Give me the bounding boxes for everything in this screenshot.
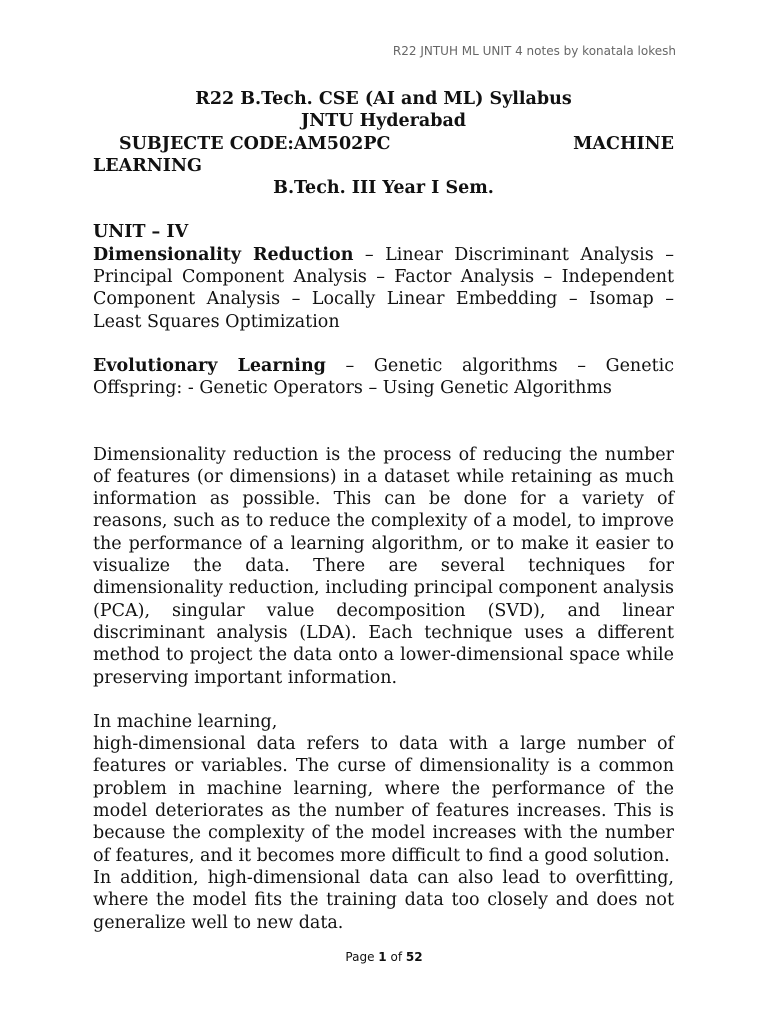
running-header: R22 JNTUH ML UNIT 4 notes by konatala lokesh	[392, 44, 676, 58]
topic-title-dimensionality: Dimensionality Reduction	[93, 244, 354, 265]
topic-text-evolutionary: – Genetic algorithms – Genetic Offspring: - Genetic Operators – Using Genetic Algorithms	[93, 355, 674, 399]
page-content	[93, 88, 674, 934]
subject-name-part2: LEARNING	[93, 155, 202, 176]
topic-text-dimensionality: – Linear Discriminant Analysis – Principal Component Analysis – Factor Analysis – Independent Component Analysis – Locally Linear Embedding – Isomap – Least Squares Optimization	[93, 244, 674, 332]
subject-code: SUBJECTE CODE:AM502PC	[119, 133, 391, 154]
paragraph-intro: In machine learning,	[93, 711, 278, 732]
footer-total-pages: 52	[405, 950, 423, 964]
paragraph-overfitting: In addition, high-dimensional data can also lead to overfitting, where the model fits the training data too closely and does not generalize well to new data.	[93, 867, 674, 933]
unit-topic-evolutionary	[93, 355, 674, 400]
topic-title-evolutionary: Evolutionary Learning	[93, 355, 326, 376]
subject-name-part1: MACHINE	[573, 133, 674, 154]
year-semester: B.Tech. III Year I Sem.	[273, 178, 494, 199]
syllabus-title: R22 B.Tech. CSE (AI and ML) Syllabus	[195, 89, 572, 109]
subject-code-line	[93, 133, 674, 155]
footer-page-number: 1	[378, 950, 387, 964]
page-footer	[0, 950, 768, 964]
paragraph-high-dimensional: high-dimensional data refers to data with a large number of features or variables. The curse of dimensionality is a common problem in machine learning, where the performance of the model deteriorates as the number of features increases. This is because the complexity of the model increases with the number of features, and it becomes more difficult to find a good solution.	[93, 734, 674, 866]
university-name: JNTU Hyderabad	[300, 111, 467, 132]
footer-of-word: of	[390, 950, 403, 964]
paragraph-dimensionality-reduction: Dimensionality reduction is the process of reducing the number of features (or dimensions) in a dataset while retaining as much information as possible. This can be done for a variety of reasons, such as to reduce the complexity of a model, to improve the performance of a learning algorithm, or to make it easier to visualize the data. There are several techniques for dimensionality reduction, including principal component analysis (PCA), singular value decomposition (SVD), and linear discriminant analysis (LDA). Each technique uses a different method to project the data onto a lower-dimensional space while preserving important information.	[93, 444, 674, 688]
footer-page-word: Page	[345, 950, 375, 964]
unit-topic-dimensionality	[93, 244, 674, 333]
unit-heading: UNIT – IV	[93, 222, 189, 243]
